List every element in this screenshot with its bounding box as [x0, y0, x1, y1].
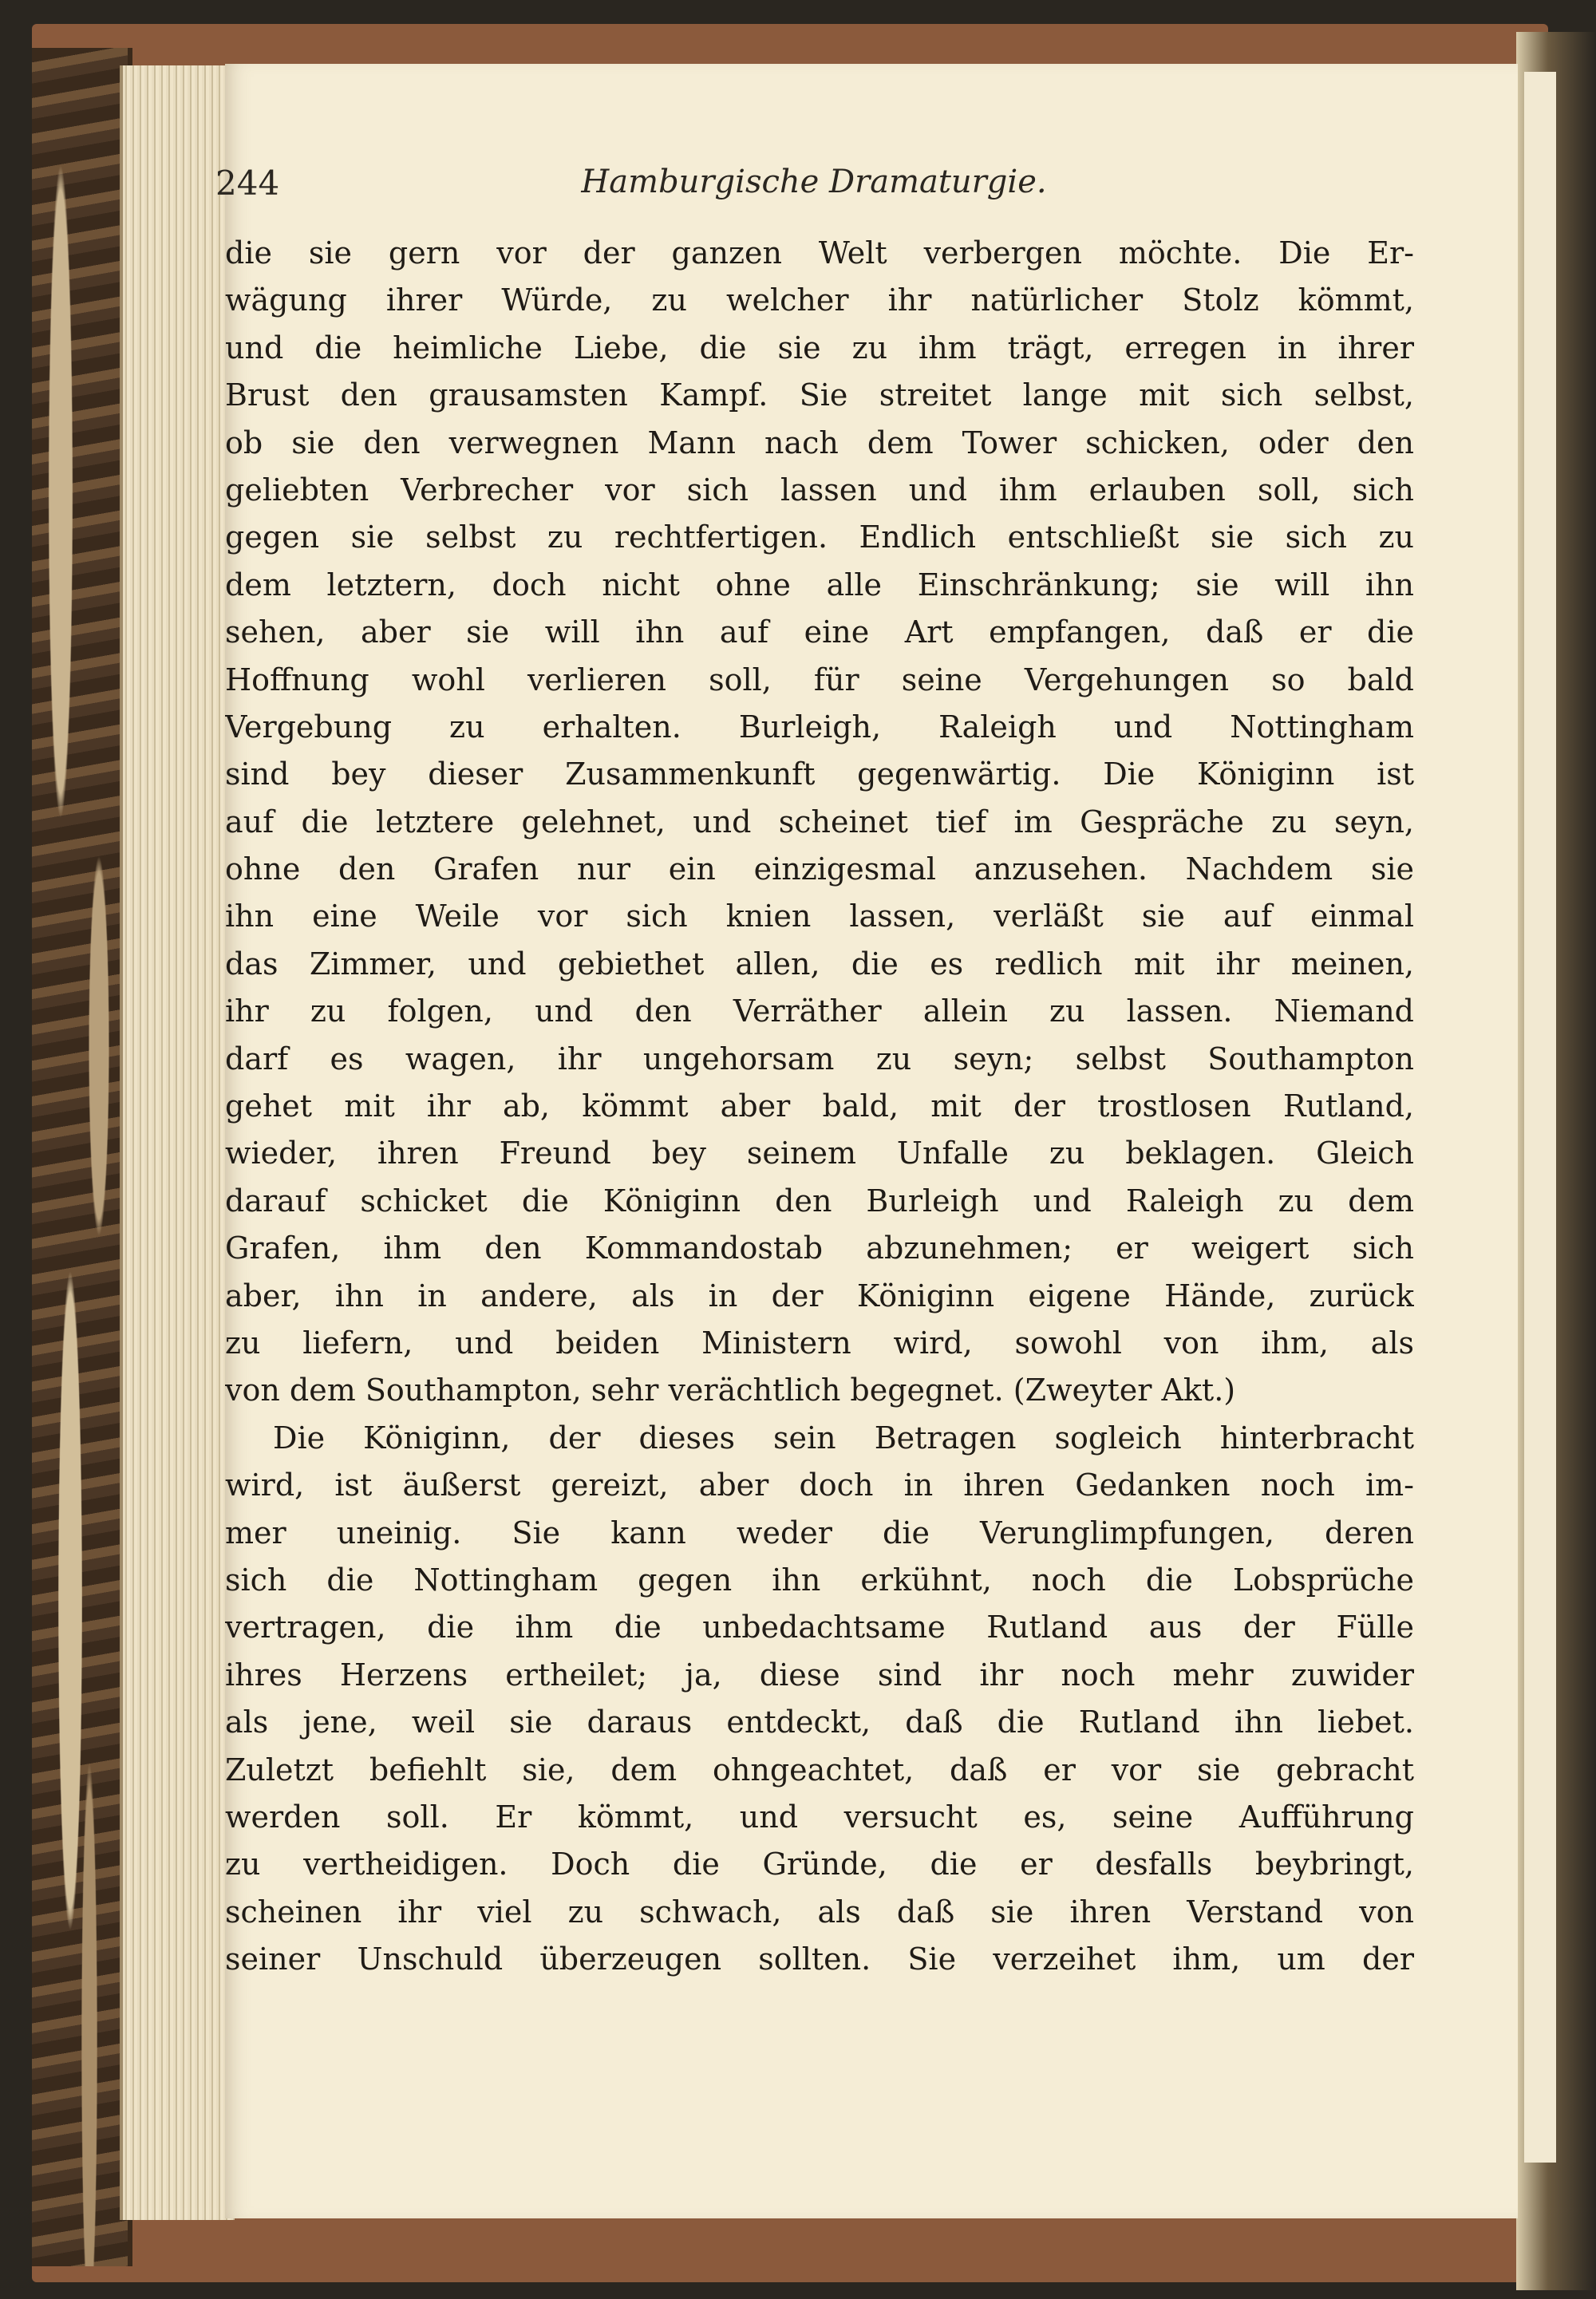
- text-line: gehet mit ihr ab, kömmt aber bald, mit der trostlosen Rutland,: [225, 1088, 1414, 1124]
- text-line: darauf schicket die Königinn den Burleigh und Raleigh zu dem: [225, 1183, 1414, 1219]
- text-line: werden soll. Er kömmt, und versucht es, seine Aufführung: [225, 1799, 1414, 1835]
- text-line: ihn eine Weile vor sich knien lassen, verläßt sie auf einmal: [225, 899, 1414, 934]
- text-line: Hoffnung wohl verlieren soll, für seine Vergehungen so bald: [225, 662, 1414, 697]
- text-line: seiner Unschuld überzeugen sollten. Sie verzeihet ihm, um der: [225, 1942, 1414, 1977]
- text-line: wägung ihrer Würde, zu welcher ihr natürlicher Stolz kömmt,: [225, 282, 1414, 318]
- text-line: von dem Southampton, sehr verächtlich begegnet. (Zweyter Akt.): [225, 1373, 1236, 1408]
- text-line: zu vertheidigen. Doch die Gründe, die er desfalls beybringt,: [225, 1847, 1414, 1882]
- text-line: und die heimliche Liebe, die sie zu ihm trägt, erregen in ihrer: [225, 330, 1414, 365]
- text-line: ob sie den verwegnen Mann nach dem Tower schicken, oder den: [225, 425, 1414, 460]
- running-title: Hamburgische Dramaturgie.: [581, 164, 1047, 200]
- text-line: Vergebung zu erhalten. Burleigh, Raleigh und Nottingham: [225, 709, 1414, 745]
- text-line: ohne den Grafen nur ein einzigesmal anzusehen. Nachdem sie: [225, 851, 1414, 887]
- text-line: aber, ihn in andere, als in der Königinn eigene Hände, zurück: [225, 1278, 1414, 1313]
- text-line: zu liefern, und beiden Ministern wird, sowohl von ihm, als: [225, 1325, 1414, 1361]
- text-line: Zuletzt befiehlt sie, dem ohngeachtet, daß er vor sie gebracht: [225, 1752, 1414, 1787]
- text-line: die sie gern vor der ganzen Welt verbergen möchte. Die Er-: [225, 235, 1414, 271]
- text-line: sind bey dieser Zusammenkunft gegenwärtig. Die Königinn ist: [225, 756, 1414, 792]
- text-line: Brust den grausamsten Kampf. Sie streitet lange mit sich selbst,: [225, 377, 1414, 413]
- marbled-edge: [32, 48, 132, 2266]
- text-line: sehen, aber sie will ihn auf eine Art empfangen, daß er die: [225, 614, 1414, 650]
- text-line: das Zimmer, und gebiethet allen, die es redlich mit ihr meinen,: [225, 946, 1414, 982]
- text-line: dem letztern, doch nicht ohne alle Einschränkung; sie will ihn: [225, 567, 1414, 602]
- text-line: wieder, ihren Freund bey seinem Unfalle zu beklagen. Gleich: [225, 1136, 1414, 1171]
- text-line: scheinen ihr viel zu schwach, als daß sie ihren Verstand von: [225, 1894, 1414, 1930]
- text-line: wird, ist äußerst gereizt, aber doch in ihren Gedanken noch im-: [225, 1467, 1414, 1503]
- text-line: gegen sie selbst zu rechtfertigen. Endlich entschließt sie sich zu: [225, 519, 1414, 555]
- text-line: vertragen, die ihm die unbedachtsame Rutland aus der Fülle: [225, 1610, 1414, 1645]
- body-text: [225, 230, 1414, 1983]
- text-line: Die Königinn, der dieses sein Betragen sogleich hinterbracht: [273, 1420, 1414, 1456]
- page-edges: [120, 65, 235, 2220]
- text-line: mer uneinig. Sie kann weder die Verunglimpfungen, deren: [225, 1515, 1414, 1550]
- text-line: auf die letztere gelehnet, und scheinet tief im Gespräche zu seyn,: [225, 804, 1414, 839]
- text-line: sich die Nottingham gegen ihn erkühnt, noch die Lobsprüche: [225, 1562, 1414, 1598]
- text-line: ihres Herzens ertheilet; ja, diese sind ihr noch mehr zuwider: [225, 1657, 1414, 1693]
- facing-page-edge: [1524, 72, 1556, 2163]
- text-line: Grafen, ihm den Kommandostab abzunehmen; er weigert sich: [225, 1230, 1414, 1266]
- text-line: geliebten Verbrecher vor sich lassen und ihm erlauben soll, sich: [225, 472, 1414, 508]
- running-head: [215, 164, 1412, 211]
- text-line: als jene, weil sie daraus entdeckt, daß die Rutland ihn liebet.: [225, 1704, 1414, 1740]
- page-number: 244: [215, 164, 280, 203]
- text-line: darf es wagen, ihr ungehorsam zu seyn; selbst Southampton: [225, 1041, 1414, 1076]
- text-line: ihr zu folgen, und den Verräther allein zu lassen. Niemand: [225, 993, 1414, 1029]
